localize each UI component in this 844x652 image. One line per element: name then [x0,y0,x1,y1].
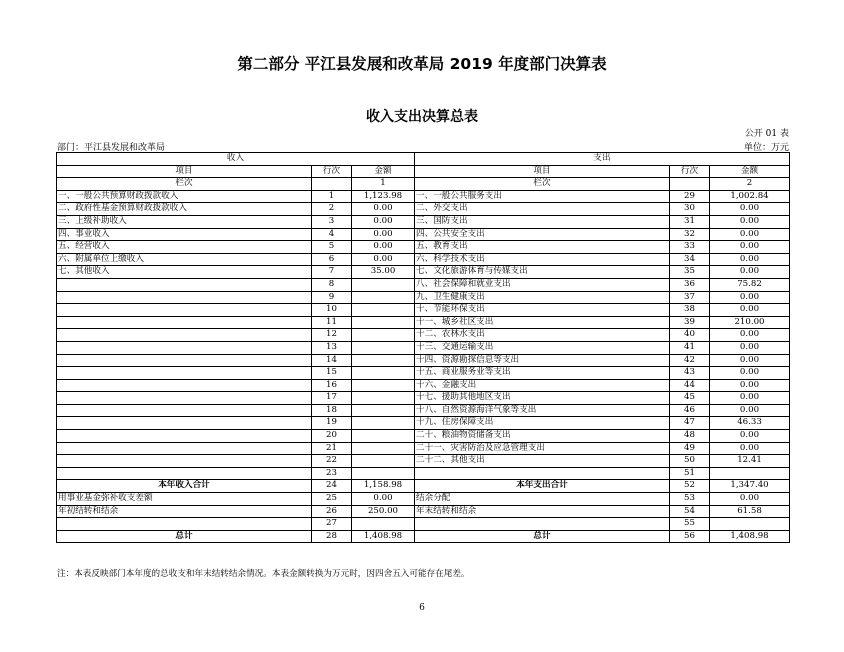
expense-item-cell: 十九、住房保障支出 [415,417,670,430]
table-row [57,505,790,518]
income-row-no-cell: 20 [312,430,352,443]
expense-row-no-cell: 32 [670,228,710,241]
expense-amount-cell: 0.00 [710,379,790,392]
table-row [57,518,790,531]
income-amount-cell: 0.00 [352,241,415,254]
expense-item-cell: 二十二、其他支出 [415,455,670,468]
expense-row-no-cell: 54 [670,505,710,518]
income-item-cell: 四、事业收入 [57,228,312,241]
department-label: 部门：平江县发展和改革局 [57,143,166,153]
expense-item-cell: 八、社会保障和就业支出 [415,278,670,291]
income-item-cell: 六、附属单位上缴收入 [57,253,312,266]
table-row [57,455,790,468]
expense-item-cell: 五、教育支出 [415,241,670,254]
expense-amount-cell: 0.00 [710,241,790,254]
income-row-no-cell: 13 [312,341,352,354]
page-number: 6 [419,603,425,613]
income-section-header: 收入 [57,153,415,166]
expense-item-cell: 十七、援助其他地区支出 [415,392,670,405]
expense-row-no-cell: 36 [670,278,710,291]
income-row-no-cell: 5 [312,241,352,254]
expense-col-index: 2 [710,178,790,191]
expense-amount-cell: 1,408.98 [710,530,790,543]
table-row [57,367,790,380]
expense-amount-cell: 0.00 [710,203,790,216]
income-item-cell: 五、经营收入 [57,241,312,254]
expense-item-cell: 十二、农林水支出 [415,329,670,342]
column-index-row [57,178,790,191]
table-row [57,203,790,216]
income-amount-cell [352,329,415,342]
section-header-row [57,153,790,166]
expense-row-no-cell: 33 [670,241,710,254]
expense-item-cell: 结余分配 [415,493,670,506]
table-row [57,215,790,228]
expense-row-no-cell: 39 [670,316,710,329]
expense-item-cell: 十五、商业服务业等支出 [415,367,670,380]
expense-row-no-cell: 31 [670,215,710,228]
table-title: 收入支出决算总表 [366,109,478,125]
expense-item-cell: 四、公共安全支出 [415,228,670,241]
expense-row-no-header: 行次 [670,165,710,178]
expense-amount-cell: 0.00 [710,215,790,228]
subtotal-row [57,480,790,493]
income-amount-cell [352,467,415,480]
expense-amount-cell: 0.00 [710,367,790,380]
income-row-no-cell: 18 [312,404,352,417]
income-row-no-cell: 2 [312,203,352,216]
expense-row-no-cell: 49 [670,442,710,455]
income-item-cell [57,430,312,443]
income-item-cell [57,442,312,455]
income-row-no-cell: 6 [312,253,352,266]
income-amount-cell: 1,408.98 [352,530,415,543]
income-row-no-cell: 22 [312,455,352,468]
expense-item-cell: 一、一般公共服务支出 [415,190,670,203]
income-amount-cell [352,291,415,304]
income-col-label: 栏次 [57,178,312,191]
expense-item-cell: 总计 [415,530,670,543]
income-row-no-cell: 26 [312,505,352,518]
expense-item-cell: 十、节能环保支出 [415,304,670,317]
income-col-index: 1 [352,178,415,191]
expense-item-cell: 十四、资源勘探信息等支出 [415,354,670,367]
expense-item-cell: 二、外交支出 [415,203,670,216]
expense-item-cell [415,518,670,531]
expense-item-cell [415,467,670,480]
expense-amount-cell: 0.00 [710,430,790,443]
income-row-no-cell: 28 [312,530,352,543]
income-row-no-cell: 12 [312,329,352,342]
expense-row-no-cell: 51 [670,467,710,480]
income-item-cell: 用事业基金弥补收支差额 [57,493,312,506]
income-item-cell: 一、一般公共预算财政拨款收入 [57,190,312,203]
income-item-header: 项目 [57,165,312,178]
expense-item-cell: 七、文化旅游体育与传媒支出 [415,266,670,279]
income-row-no-cell: 4 [312,228,352,241]
form-code: 公开 01 表 [744,129,789,139]
table-row [57,392,790,405]
income-amount-cell: 0.00 [352,493,415,506]
income-row-no-cell: 1 [312,190,352,203]
expense-row-no-cell: 53 [670,493,710,506]
income-item-cell [57,354,312,367]
expense-amount-cell [710,467,790,480]
expense-item-cell: 二十、粮油物资储备支出 [415,430,670,443]
expense-amount-cell: 0.00 [710,329,790,342]
income-amount-cell [352,379,415,392]
expense-amount-cell: 61.58 [710,505,790,518]
income-item-cell [57,404,312,417]
table-row [57,442,790,455]
table-row [57,316,790,329]
table-row [57,379,790,392]
expense-row-no-cell: 47 [670,417,710,430]
income-item-cell [57,417,312,430]
income-item-cell [57,278,312,291]
income-amount-cell [352,341,415,354]
expense-amount-cell: 0.00 [710,354,790,367]
table-row [57,228,790,241]
expense-amount-cell: 0.00 [710,291,790,304]
income-amount-cell [352,442,415,455]
income-item-cell [57,341,312,354]
income-amount-cell: 35.00 [352,266,415,279]
expense-amount-cell: 0.00 [710,253,790,266]
income-amount-cell [352,430,415,443]
income-amount-cell: 0.00 [352,215,415,228]
income-amount-cell: 0.00 [352,253,415,266]
income-item-cell [57,455,312,468]
table-row [57,493,790,506]
income-row-no-cell: 14 [312,354,352,367]
income-amount-header: 金额 [352,165,415,178]
expense-item-cell: 十六、金融支出 [415,379,670,392]
income-amount-cell [352,518,415,531]
income-amount-cell: 0.00 [352,203,415,216]
income-row-no-cell: 11 [312,316,352,329]
table-row [57,304,790,317]
income-item-cell: 七、其他收入 [57,266,312,279]
table-row [57,417,790,430]
page-title: 第二部分 平江县发展和改革局 2019 年度部门决算表 [237,55,607,73]
income-item-cell [57,291,312,304]
expense-amount-cell: 210.00 [710,316,790,329]
table-row [57,404,790,417]
income-row-no-cell: 10 [312,304,352,317]
income-amount-cell [352,367,415,380]
expense-item-cell: 年末结转和结余 [415,505,670,518]
income-expense-table [56,152,790,543]
expense-item-cell: 十一、城乡社区支出 [415,316,670,329]
expense-row-no-cell: 29 [670,190,710,203]
footnote: 注：本表反映部门本年度的总收支和年末结转结余情况。本表金额转换为万元时，因四舍五入可能存在尾差。 [57,569,470,579]
expense-row-no-cell: 43 [670,367,710,380]
expense-row-no-cell: 56 [670,530,710,543]
table-row [57,467,790,480]
income-item-cell: 三、上级补助收入 [57,215,312,228]
income-row-no-cell: 25 [312,493,352,506]
table-row [57,291,790,304]
income-amount-cell [352,316,415,329]
expense-item-cell: 十八、自然资源海洋气象等支出 [415,404,670,417]
income-row-no-cell: 17 [312,392,352,405]
income-item-cell: 二、政府性基金预算财政拨款收入 [57,203,312,216]
income-item-cell [57,518,312,531]
expense-amount-cell [710,518,790,531]
expense-row-no-cell: 35 [670,266,710,279]
income-row-no-cell: 16 [312,379,352,392]
table-row [57,329,790,342]
empty-cell [670,178,710,191]
expense-amount-cell: 0.00 [710,341,790,354]
income-row-no-cell: 23 [312,467,352,480]
expense-item-cell: 九、卫生健康支出 [415,291,670,304]
expense-amount-cell: 0.00 [710,228,790,241]
income-item-cell [57,329,312,342]
income-row-no-cell: 8 [312,278,352,291]
expense-amount-cell: 0.00 [710,304,790,317]
income-amount-cell: 250.00 [352,505,415,518]
income-amount-cell: 1,158.98 [352,480,415,493]
expense-section-header: 支出 [415,153,790,166]
income-amount-cell [352,417,415,430]
expense-amount-cell: 12.41 [710,455,790,468]
table-row [57,354,790,367]
income-amount-cell [352,404,415,417]
income-item-cell [57,316,312,329]
income-amount-cell: 0.00 [352,228,415,241]
income-row-no-cell: 27 [312,518,352,531]
expense-amount-cell: 0.00 [710,404,790,417]
table-row [57,241,790,254]
table-row [57,341,790,354]
expense-row-no-cell: 55 [670,518,710,531]
income-item-cell [57,379,312,392]
income-row-no-cell: 19 [312,417,352,430]
income-row-no-cell: 21 [312,442,352,455]
income-item-cell: 本年收入合计 [57,480,312,493]
expense-row-no-cell: 46 [670,404,710,417]
expense-col-label: 栏次 [415,178,670,191]
income-row-no-header: 行次 [312,165,352,178]
income-row-no-cell: 9 [312,291,352,304]
expense-amount-cell: 0.00 [710,493,790,506]
expense-row-no-cell: 30 [670,203,710,216]
column-header-row [57,165,790,178]
expense-item-header: 项目 [415,165,670,178]
expense-item-cell: 二十一、灾害防治及应急管理支出 [415,442,670,455]
income-amount-cell [352,278,415,291]
income-amount-cell [352,392,415,405]
expense-row-no-cell: 44 [670,379,710,392]
expense-amount-cell: 0.00 [710,442,790,455]
expense-amount-cell: 0.00 [710,266,790,279]
income-amount-cell: 1,123.98 [352,190,415,203]
income-row-no-cell: 7 [312,266,352,279]
income-amount-cell [352,455,415,468]
expense-row-no-cell: 50 [670,455,710,468]
expense-amount-cell: 1,347.40 [710,480,790,493]
expense-item-cell: 十三、交通运输支出 [415,341,670,354]
table-row [57,278,790,291]
empty-cell [312,178,352,191]
expense-row-no-cell: 52 [670,480,710,493]
income-item-cell: 年初结转和结余 [57,505,312,518]
expense-row-no-cell: 41 [670,341,710,354]
expense-row-no-cell: 42 [670,354,710,367]
expense-item-cell: 本年支出合计 [415,480,670,493]
income-amount-cell [352,304,415,317]
income-item-cell: 总计 [57,530,312,543]
expense-amount-cell: 75.82 [710,278,790,291]
expense-amount-cell: 1,002.84 [710,190,790,203]
income-item-cell [57,304,312,317]
table-row [57,430,790,443]
income-item-cell [57,367,312,380]
income-amount-cell [352,354,415,367]
expense-row-no-cell: 48 [670,430,710,443]
expense-row-no-cell: 34 [670,253,710,266]
income-row-no-cell: 24 [312,480,352,493]
unit-label: 单位：万元 [743,143,789,153]
total-row [57,530,790,543]
expense-item-cell: 六、科学技术支出 [415,253,670,266]
table-row [57,266,790,279]
income-item-cell [57,392,312,405]
expense-amount-header: 金额 [710,165,790,178]
table-row [57,190,790,203]
expense-item-cell: 三、国防支出 [415,215,670,228]
income-item-cell [57,467,312,480]
expense-row-no-cell: 45 [670,392,710,405]
expense-row-no-cell: 37 [670,291,710,304]
expense-row-no-cell: 40 [670,329,710,342]
expense-amount-cell: 46.33 [710,417,790,430]
expense-amount-cell: 0.00 [710,392,790,405]
expense-row-no-cell: 38 [670,304,710,317]
table-row [57,253,790,266]
income-row-no-cell: 3 [312,215,352,228]
income-row-no-cell: 15 [312,367,352,380]
